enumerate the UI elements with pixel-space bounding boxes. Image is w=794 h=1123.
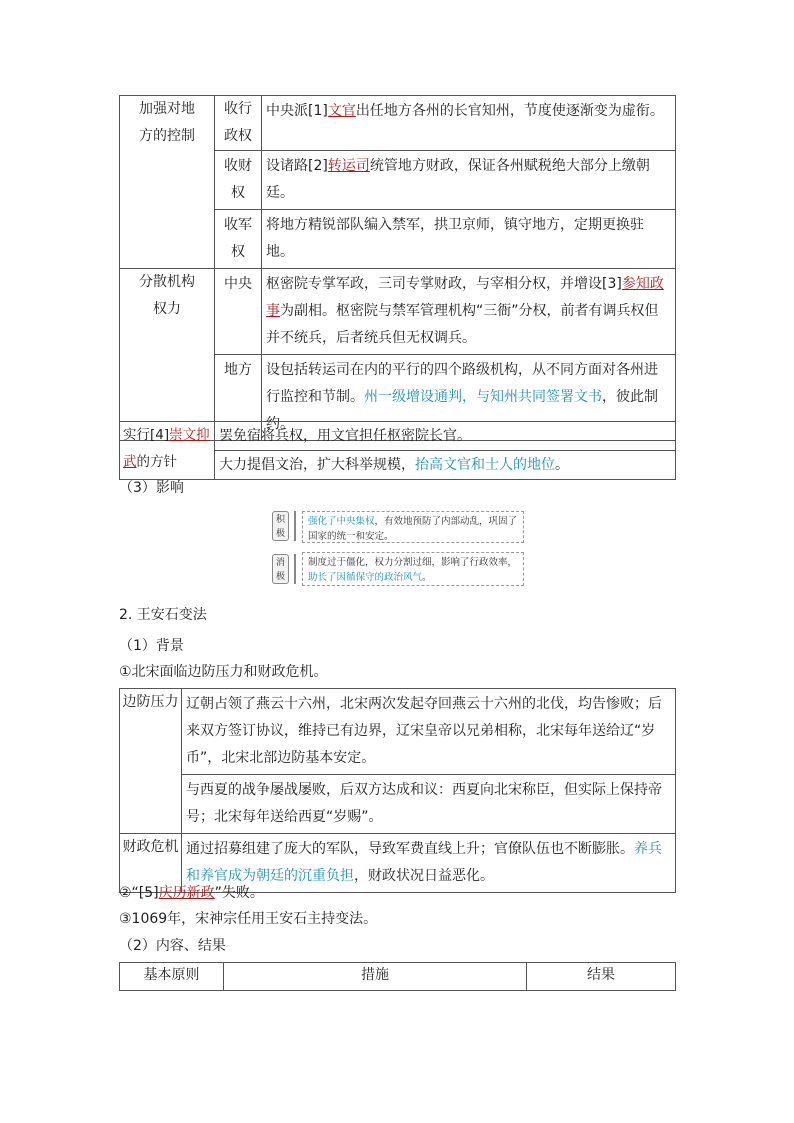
positive-effect-box: 强化了中央集权，有效地预防了内部动乱，巩固了国家的统一和安定。 bbox=[302, 511, 524, 543]
table-row bbox=[120, 689, 676, 775]
border-pressure-label: 边防压力 bbox=[120, 689, 182, 834]
highlight-text: 州一级增设通判，与知州共同签署文书 bbox=[364, 389, 602, 405]
column-header: 措施 bbox=[224, 963, 527, 991]
finance-crisis-label: 财政危机 bbox=[120, 834, 182, 893]
table-cell: 通过招募组建了庞大的军队，导致军费直线上升；官僚队伍也不断膨胀。养兵和养官成为朝廷的沉重负担，财政状况日益恶化。 bbox=[182, 834, 676, 893]
answer-blank-5: 庆历新政 bbox=[158, 885, 215, 901]
policy-table bbox=[119, 421, 676, 480]
background-item: ③1069年，宋神宗任用王安石主持变法。 bbox=[119, 911, 378, 927]
table-cell: 中央派[1]文官出任地方各州的长官知州，节度使逐渐变为虚衔。 bbox=[262, 96, 676, 151]
background-item: ②“[5]庆历新政”失败。 bbox=[119, 885, 264, 901]
table-row bbox=[120, 269, 676, 355]
answer-blank-4: 崇文抑武 bbox=[123, 427, 210, 470]
divider bbox=[294, 554, 296, 584]
table-cell: 设包括转运司在内的平行的四个路级机构，从不同方面对各州进行监控和节制。州一级增设通判，与知州共同签署文书，彼此制约。 bbox=[262, 355, 676, 441]
central-control-table bbox=[119, 95, 676, 441]
divider bbox=[294, 511, 296, 541]
group-label-disperse-power: 分散机构权力 bbox=[120, 269, 215, 441]
sub-label: 收军权 bbox=[215, 210, 262, 269]
table-row bbox=[120, 422, 676, 451]
background-heading: （1）背景 bbox=[119, 638, 184, 654]
table-cell: 将地方精锐部队编入禁军，拱卫京师，镇守地方，定期更换驻地。 bbox=[262, 210, 676, 269]
table-row bbox=[120, 963, 676, 991]
policy-label: 实行[4]崇文抑武的方针 bbox=[120, 422, 215, 480]
table-cell: 大力提倡文治，扩大科举规模，抬高文官和士人的地位。 bbox=[215, 451, 676, 480]
column-header: 结果 bbox=[527, 963, 676, 991]
answer-blank-2: 转运司 bbox=[327, 158, 370, 174]
sub-label: 中央 bbox=[215, 269, 262, 355]
table-cell: 罢免宿将兵权，用文官担任枢密院长官。 bbox=[215, 422, 676, 451]
table-cell: 辽朝占领了燕云十六州，北宋两次发起夺回燕云十六州的北伐，均告惨败；后来双方签订协议，维持已有边界，辽宋皇帝以兄弟相称，北宋每年送给辽“岁币”，北宋北部边防基本安定。 bbox=[182, 689, 676, 775]
highlight-text: 抬高文官和士人的地位 bbox=[415, 457, 555, 473]
background-table bbox=[119, 688, 676, 893]
sub-label: 地方 bbox=[215, 355, 262, 441]
answer-blank-3: 参知政事 bbox=[266, 276, 664, 319]
table-row bbox=[120, 775, 676, 834]
group-label-local-control: 加强对地方的控制 bbox=[120, 96, 215, 269]
table-cell: 与西夏的战争屡战屡败，后双方达成和议：西夏向北宋称臣，但实际上保持帝号；北宋每年送给西夏“岁赐”。 bbox=[182, 775, 676, 834]
reform-table bbox=[119, 962, 676, 991]
content-heading: （2）内容、结果 bbox=[119, 938, 226, 954]
positive-tag: 积极 bbox=[272, 511, 289, 541]
background-item: ①北宋面临边防压力和财政危机。 bbox=[119, 664, 328, 680]
sub-label: 收财权 bbox=[215, 151, 262, 210]
section-title: 2. 王安石变法 bbox=[119, 607, 207, 623]
table-cell: 枢密院专掌军政，三司专掌财政，与宰相分权，并增设[3]参知政事为副相。枢密院与禁军管理机构“三衙”分权，前者有调兵权但并不统兵，后者统兵但无权调兵。 bbox=[262, 269, 676, 355]
highlight-text: 养兵和养官成为朝廷的沉重负担 bbox=[186, 841, 662, 884]
table-cell: 设诸路[2]转运司统管地方财政，保证各州赋税绝大部分上缴朝廷。 bbox=[262, 151, 676, 210]
negative-tag: 消极 bbox=[272, 554, 289, 584]
sub-label: 收行政权 bbox=[215, 96, 262, 151]
table-row bbox=[120, 96, 676, 151]
negative-effect-box: 制度过于僵化，权力分割过细，影响了行政效率，助长了因循保守的政治风气。 bbox=[302, 552, 524, 586]
effect-heading: （3）影响 bbox=[119, 480, 184, 496]
answer-blank-1: 文官 bbox=[327, 103, 356, 119]
column-header: 基本原则 bbox=[120, 963, 224, 991]
